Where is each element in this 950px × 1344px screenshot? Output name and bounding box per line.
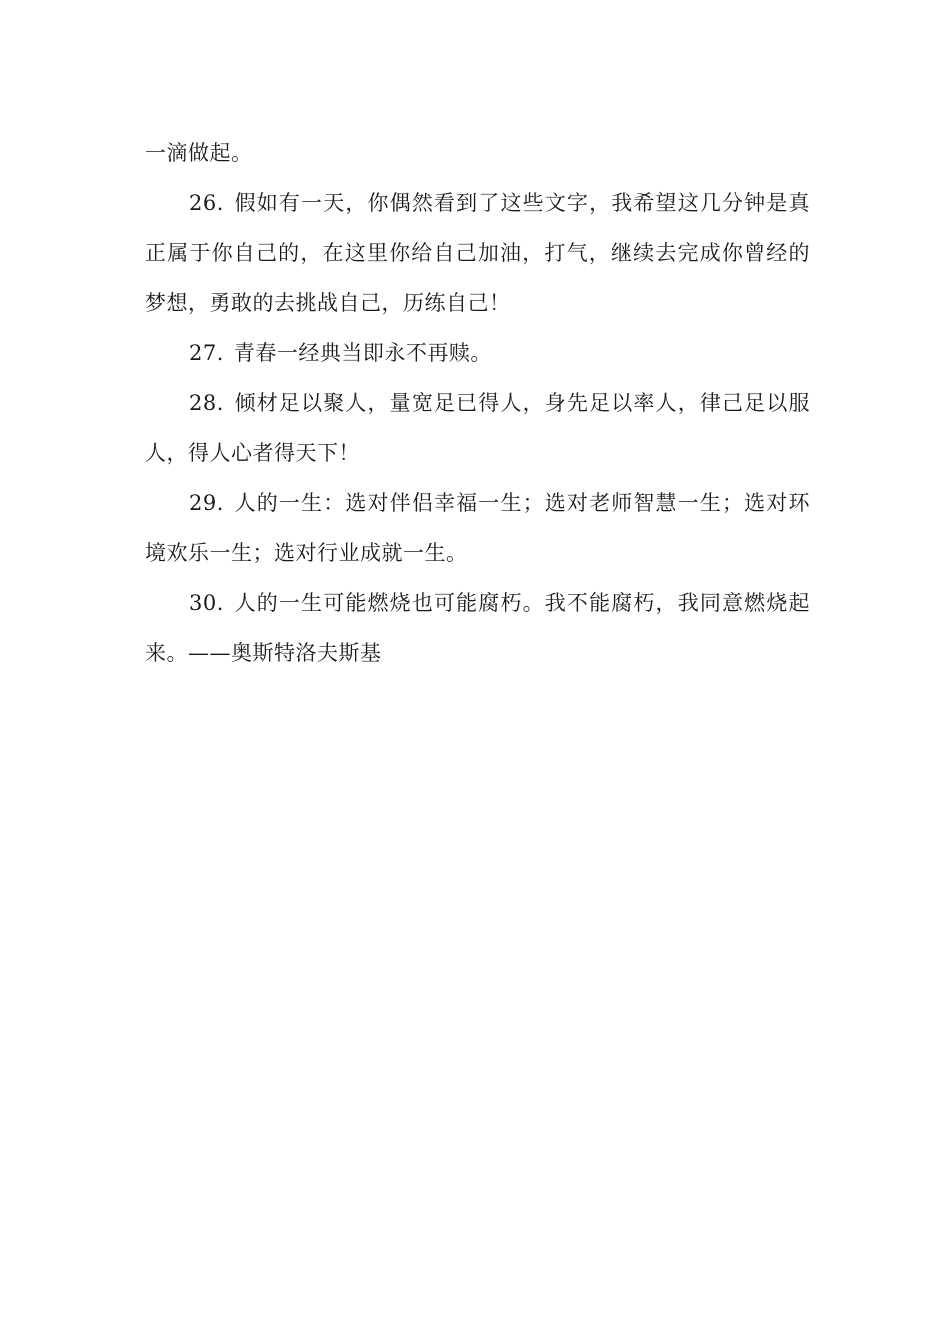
quote-text: 青春一经典当即永不再赎。 [233,341,492,365]
quote-item-30 [145,578,810,678]
quote-text: 人的一生可能燃烧也可能腐朽。我不能腐朽，我同意燃烧起来。——奥斯特洛夫斯基 [145,591,810,665]
quote-text: 假如有一天，你偶然看到了这些文字，我希望这几分钟是真正属于你自己的，在这里你给自己加油，打气，继续去完成你曾经的梦想，勇敢的去挑战自己，历练自己！ [145,191,810,315]
quote-number: 26. [189,191,224,215]
quote-item-28 [145,378,810,478]
continuation-paragraph: 一滴做起。 [145,141,253,165]
quote-number: 29. [189,491,224,515]
quote-number: 28. [189,391,224,415]
quote-item-26 [145,178,810,328]
quote-text: 倾材足以聚人，量宽足已得人，身先足以率人，律己足以服人，得人心者得天下！ [145,391,810,465]
quote-text: 人的一生：选对伴侣幸福一生；选对老师智慧一生；选对环境欢乐一生；选对行业成就一生。 [145,491,810,565]
quote-number: 27. [189,341,224,365]
quote-item-27 [145,328,810,378]
quote-item-29 [145,478,810,578]
quote-number: 30. [189,591,224,615]
document-body [145,128,810,678]
